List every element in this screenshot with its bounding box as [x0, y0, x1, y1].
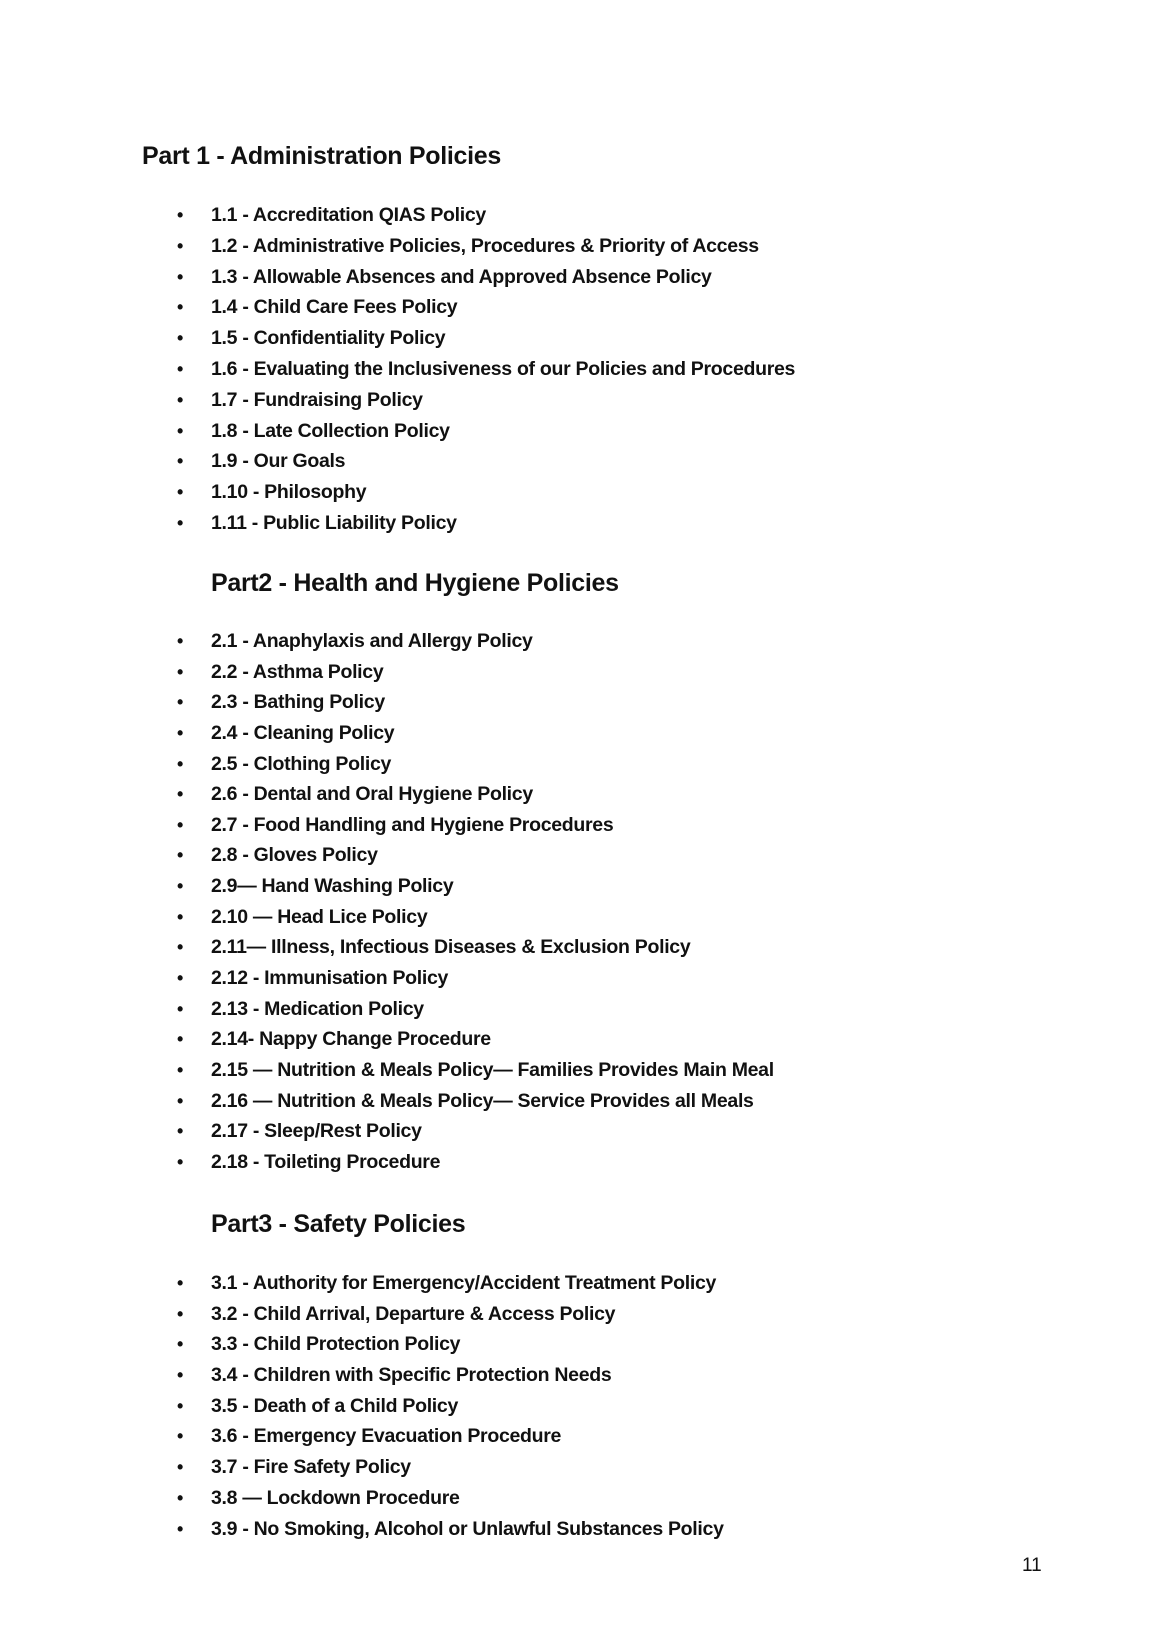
policy-item-label: 1.9 - Our Goals: [211, 450, 346, 473]
section-title-part2: Part2 - Health and Hygiene Policies: [211, 569, 619, 597]
bullet-icon: •: [177, 1121, 184, 1142]
policy-item-label: 2.10 — Head Lice Policy: [211, 905, 428, 928]
section-title-part3: Part3 - Safety Policies: [211, 1210, 466, 1238]
bullet-icon: •: [177, 722, 184, 743]
bullet-icon: •: [177, 1090, 184, 1111]
policy-item-label: 2.18 - Toileting Procedure: [211, 1150, 441, 1173]
bullet-icon: •: [177, 451, 184, 472]
bullet-icon: •: [177, 937, 184, 958]
section-title-part1: Part 1 - Administration Policies: [142, 142, 502, 170]
bullet-icon: •: [177, 784, 184, 805]
policy-item-label: 2.6 - Dental and Oral Hygiene Policy: [211, 783, 533, 806]
policy-item-label: 2.15 — Nutrition & Meals Policy— Families Provides Main Meal: [211, 1058, 774, 1081]
bullet-icon: •: [177, 692, 184, 713]
bullet-icon: •: [177, 1395, 184, 1416]
bullet-icon: •: [177, 968, 184, 989]
bullet-icon: •: [177, 482, 184, 503]
policy-item-label: 3.2 - Child Arrival, Departure & Access Policy: [211, 1302, 616, 1325]
policy-item-label: 1.6 - Evaluating the Inclusiveness of our Policies and Procedures: [211, 357, 796, 380]
bullet-icon: •: [177, 389, 184, 410]
policy-item-label: 2.12 - Immunisation Policy: [211, 967, 449, 990]
bullet-icon: •: [177, 1426, 184, 1447]
bullet-icon: •: [177, 205, 184, 225]
policy-item-label: 3.5 - Death of a Child Policy: [211, 1394, 459, 1417]
bullet-icon: •: [177, 998, 184, 1019]
policy-item-label: 1.3 - Allowable Absences and Approved Absence Policy: [211, 265, 712, 288]
bullet-icon: •: [177, 328, 184, 349]
policy-item-label: 2.4 - Cleaning Policy: [211, 721, 395, 744]
policy-item-label: 3.1 - Authority for Emergency/Accident Treatment Policy: [211, 1272, 717, 1294]
policy-item-label: 2.16 — Nutrition & Meals Policy— Service Provides all Meals: [211, 1089, 754, 1112]
bullet-icon: •: [177, 661, 184, 682]
policy-item-label: 2.11— Illness, Infectious Diseases & Exclusion Policy: [211, 936, 691, 959]
policy-item-label: 3.3 - Child Protection Policy: [211, 1333, 461, 1356]
bullet-icon: •: [177, 297, 184, 318]
policy-item-label: 2.1 - Anaphylaxis and Allergy Policy: [211, 630, 533, 652]
policy-item-label: 1.2 - Administrative Policies, Procedures & Priority of Access: [211, 234, 759, 257]
bullet-icon: •: [177, 845, 184, 866]
bullet-icon: •: [177, 1457, 184, 1478]
bullet-icon: •: [177, 876, 184, 897]
policy-item-label: 1.7 - Fundraising Policy: [211, 388, 423, 411]
policy-item-label: 2.5 - Clothing Policy: [211, 752, 392, 775]
policy-item-label: 2.9— Hand Washing Policy: [211, 875, 454, 898]
bullet-icon: •: [177, 1303, 184, 1324]
bullet-icon: •: [177, 1487, 184, 1508]
policy-item-label: 2.14- Nappy Change Procedure: [211, 1028, 491, 1051]
policy-item-label: 2.2 - Asthma Policy: [211, 660, 384, 683]
policy-item-label: 1.4 - Child Care Fees Policy: [211, 296, 458, 319]
bullet-icon: •: [177, 1365, 184, 1386]
policy-item-label: 2.17 - Sleep/Rest Policy: [211, 1120, 422, 1143]
policy-item-label: 2.3 - Bathing Policy: [211, 691, 385, 714]
page-number: 11: [1022, 1555, 1042, 1576]
bullet-icon: •: [177, 358, 184, 379]
policy-item-label: 2.7 - Food Handling and Hygiene Procedures: [211, 813, 614, 836]
bullet-icon: •: [177, 266, 184, 287]
policy-item-label: 3.8 — Lockdown Procedure: [211, 1486, 460, 1509]
policy-item-label: 3.9 - No Smoking, Alcohol or Unlawful Substances Policy: [211, 1517, 724, 1540]
bullet-icon: •: [177, 753, 184, 774]
bullet-icon: •: [177, 1059, 184, 1080]
bullet-icon: •: [177, 1029, 184, 1050]
policy-item-label: 1.1 - Accreditation QIAS Policy: [211, 204, 486, 226]
policy-item-label: 1.5 - Confidentiality Policy: [211, 327, 446, 350]
bullet-icon: •: [177, 420, 184, 441]
policy-item-label: 1.11 - Public Liability Policy: [211, 511, 457, 534]
bullet-icon: •: [177, 906, 184, 927]
policy-item-label: 2.8 - Gloves Policy: [211, 844, 378, 867]
bullet-icon: •: [177, 1334, 184, 1355]
policy-item-label: 2.13 - Medication Policy: [211, 997, 424, 1020]
bullet-icon: •: [177, 1273, 184, 1293]
policy-item-label: 3.7 - Fire Safety Policy: [211, 1456, 411, 1479]
bullet-icon: •: [177, 1151, 184, 1172]
bullet-icon: •: [177, 814, 184, 835]
policy-item-label: 1.10 - Philosophy: [211, 481, 367, 504]
bullet-icon: •: [177, 512, 184, 533]
policy-item-label: 3.6 - Emergency Evacuation Procedure: [211, 1425, 562, 1448]
bullet-icon: •: [177, 235, 184, 256]
bullet-icon: •: [177, 1518, 184, 1539]
policy-item-label: 3.4 - Children with Specific Protection Needs: [211, 1364, 612, 1387]
bullet-icon: •: [177, 631, 184, 651]
policy-item-label: 1.8 - Late Collection Policy: [211, 419, 450, 442]
